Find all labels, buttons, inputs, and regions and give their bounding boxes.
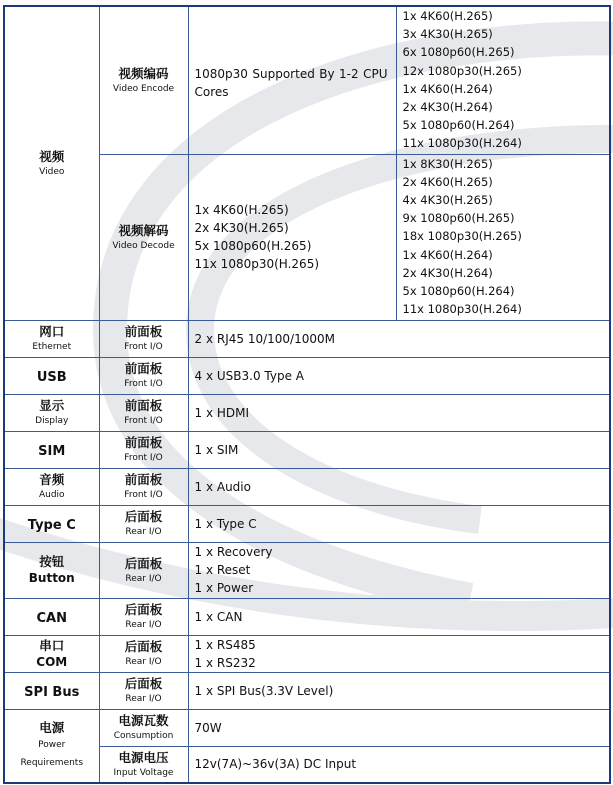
list-item: 1 x Power: [194, 581, 254, 595]
location-en: Rear I/O: [125, 527, 162, 537]
list-item: 11x 1080p30(H.265): [194, 257, 320, 271]
video-decode-list: [396, 154, 610, 320]
power-en: Power Requirements: [20, 740, 84, 769]
usb-label-text: USB: [36, 369, 67, 385]
usb-row: [4, 357, 610, 394]
list-item: 18x 1080p30(H.265): [402, 229, 522, 244]
input-voltage-en: Input Voltage: [113, 767, 174, 778]
com-label: [4, 635, 99, 672]
power-consumption-label: [99, 709, 188, 746]
ethernet-en: Ethernet: [32, 342, 72, 352]
location-zh: 前面板: [124, 472, 163, 487]
com-en: COM: [36, 654, 68, 669]
audio-location: [99, 468, 188, 505]
list-item: 3x 4K30(H.265): [402, 27, 493, 42]
location-en: Front I/O: [124, 453, 163, 463]
ethernet-location: [99, 320, 188, 357]
can-label-text: CAN: [36, 610, 67, 626]
location-en: Front I/O: [124, 379, 163, 389]
list-item: 1 x RS232: [194, 655, 256, 670]
can-row: [4, 598, 610, 635]
usb-label: [4, 357, 99, 394]
audio-zh: 音频: [39, 472, 65, 487]
button-label: [4, 542, 99, 598]
spi-label: [4, 672, 99, 709]
list-item: 1 x RS485: [194, 637, 256, 652]
video-encode-list: [396, 6, 610, 154]
typec-location: [99, 505, 188, 542]
list-item: 11x 1080p30(H.264): [402, 302, 522, 317]
usb-value: 4 x USB3.0 Type A: [188, 357, 610, 394]
list-item: 2x 4K30(H.264): [402, 265, 493, 280]
ethernet-row: [4, 320, 610, 357]
consumption-en: Consumption: [113, 731, 174, 741]
video-encode-summary: 1080p30 Supported By 1-2 CPU Cores: [188, 6, 396, 154]
com-row: [4, 635, 610, 672]
list-item: 6x 1080p60(H.265): [402, 45, 515, 60]
power-consumption-value: 70W: [188, 709, 610, 746]
audio-label: [4, 468, 99, 505]
sim-label-text: SIM: [38, 443, 66, 459]
list-item: 11x 1080p30(H.264): [402, 136, 522, 151]
video-label-zh: 视频: [39, 148, 65, 164]
typec-label: [4, 505, 99, 542]
video-decode-label: [99, 154, 188, 320]
list-item: 1x 4K60(H.264): [402, 81, 493, 96]
video-encode-en: Video Encode: [112, 83, 175, 94]
power-consumption-row: [4, 709, 610, 746]
list-item: 1x 8K30(H.265): [402, 156, 493, 171]
audio-row: [4, 468, 610, 505]
location-en: Rear I/O: [125, 620, 162, 630]
video-decode-zh: 视频解码: [118, 222, 169, 238]
display-label: [4, 394, 99, 431]
location-en: Rear I/O: [125, 657, 162, 667]
list-item: 12x 1080p30(H.265): [402, 63, 522, 78]
list-item: 1 x Recovery: [194, 545, 273, 559]
list-item: 1x 4K60(H.265): [194, 203, 289, 217]
can-value: 1 x CAN: [188, 598, 610, 635]
ethernet-label: [4, 320, 99, 357]
com-location: [99, 635, 188, 672]
com-zh: 串口: [39, 637, 65, 653]
display-row: [4, 394, 610, 431]
video-encode-label: [99, 6, 188, 154]
list-item: 2x 4K30(H.265): [194, 221, 289, 235]
list-item: 4x 4K30(H.265): [402, 192, 493, 207]
power-label: [4, 709, 99, 783]
button-location: [99, 542, 188, 598]
button-en: Button: [28, 571, 75, 585]
display-location: [99, 394, 188, 431]
usb-location: [99, 357, 188, 394]
display-value: 1 x HDMI: [188, 394, 610, 431]
button-row: [4, 542, 610, 598]
spi-location: [99, 672, 188, 709]
location-zh: 后面板: [124, 639, 163, 654]
location-zh: 前面板: [124, 398, 163, 413]
power-input-label: [99, 746, 188, 783]
video-decode-summary: [188, 154, 396, 320]
power-zh: 电源: [39, 720, 65, 736]
can-label: [4, 598, 99, 635]
location-zh: 后面板: [124, 602, 163, 617]
typec-row: [4, 505, 610, 542]
location-zh: 前面板: [124, 361, 163, 376]
location-en: Rear I/O: [125, 694, 162, 704]
location-zh: 前面板: [124, 324, 163, 339]
sim-row: [4, 431, 610, 468]
list-item: 2x 4K30(H.264): [402, 100, 493, 115]
ethernet-zh: 网口: [39, 324, 65, 339]
list-item: 5x 1080p60(H.264): [402, 283, 515, 298]
video-label: [4, 6, 99, 320]
list-item: 1x 4K60(H.264): [402, 247, 493, 262]
power-input-value: 12v(7A)~36v(3A) DC Input: [188, 746, 610, 783]
location-zh: 后面板: [124, 509, 163, 524]
list-item: 5x 1080p60(H.265): [194, 239, 312, 253]
location-en: Front I/O: [124, 416, 163, 426]
spi-label-text: SPI Bus: [24, 684, 80, 700]
location-en: Front I/O: [124, 342, 163, 352]
list-item: 5x 1080p60(H.264): [402, 118, 515, 133]
sim-label: [4, 431, 99, 468]
list-item: 2x 4K60(H.265): [402, 174, 493, 189]
list-item: 9x 1080p60(H.265): [402, 211, 515, 226]
sim-location: [99, 431, 188, 468]
location-zh: 后面板: [124, 555, 163, 571]
location-zh: 前面板: [124, 435, 163, 450]
location-zh: 后面板: [124, 676, 163, 691]
list-item: 1x 4K60(H.265): [402, 9, 493, 23]
spi-row: [4, 672, 610, 709]
button-zh: 按钮: [39, 554, 65, 569]
video-label-en: Video: [39, 166, 65, 177]
can-location: [99, 598, 188, 635]
display-zh: 显示: [39, 398, 65, 413]
audio-value: 1 x Audio: [188, 468, 610, 505]
video-encode-row: [4, 6, 610, 154]
display-en: Display: [35, 416, 69, 426]
sim-value: 1 x SIM: [188, 431, 610, 468]
spec-table: [3, 5, 611, 784]
video-encode-zh: 视频编码: [118, 65, 169, 81]
typec-label-text: Type C: [27, 517, 76, 533]
list-item: 1 x Reset: [194, 563, 251, 577]
typec-value: 1 x Type C: [188, 505, 610, 542]
ethernet-value: 2 x RJ45 10/100/1000M: [188, 320, 610, 357]
consumption-zh: 电源瓦数: [118, 713, 169, 728]
video-decode-en: Video Decode: [112, 240, 175, 251]
audio-en: Audio: [38, 490, 65, 500]
location-en: Rear I/O: [125, 573, 162, 584]
button-values: [188, 542, 610, 598]
input-voltage-zh: 电源电压: [118, 749, 169, 765]
location-en: Front I/O: [124, 490, 163, 500]
com-values: [188, 635, 610, 672]
spi-value: 1 x SPI Bus(3.3V Level): [188, 672, 610, 709]
